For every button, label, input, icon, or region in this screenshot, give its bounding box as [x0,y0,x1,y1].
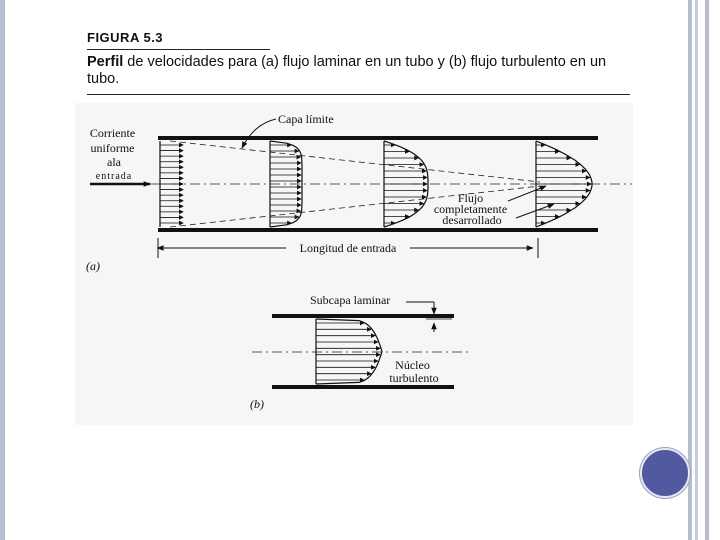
core-label-line: Núcleo [395,358,430,372]
developed-flow-label-line: completamente [433,202,508,216]
part-label-a: (a) [86,259,100,273]
sublayer-label: Subcapa laminar [310,293,391,307]
figure-label: FIGURA 5.3 [87,30,164,45]
core-label-line: turbulento [389,371,439,385]
part-label-b: (b) [250,397,264,411]
developed-flow-label-line: desarrollado [442,213,502,227]
inlet-label-line: entrada [95,171,133,182]
figure-title-first-word: Perfil [87,54,124,70]
figure-title-rest: de velocidades para (a) flujo laminar en un tubo y (b) flujo turbulento en un tubo. [87,54,607,87]
inlet-label-line: Corriente [89,126,136,140]
entrance-length-label: Longitud de entrada [299,241,397,255]
inlet-label-line: ala [107,155,121,169]
developed-flow-label-line: Flujo [457,191,484,205]
core-label [389,358,438,385]
inlet-label-line: uniforme [90,141,135,155]
boundary-layer-label: Capa límite [278,112,334,126]
